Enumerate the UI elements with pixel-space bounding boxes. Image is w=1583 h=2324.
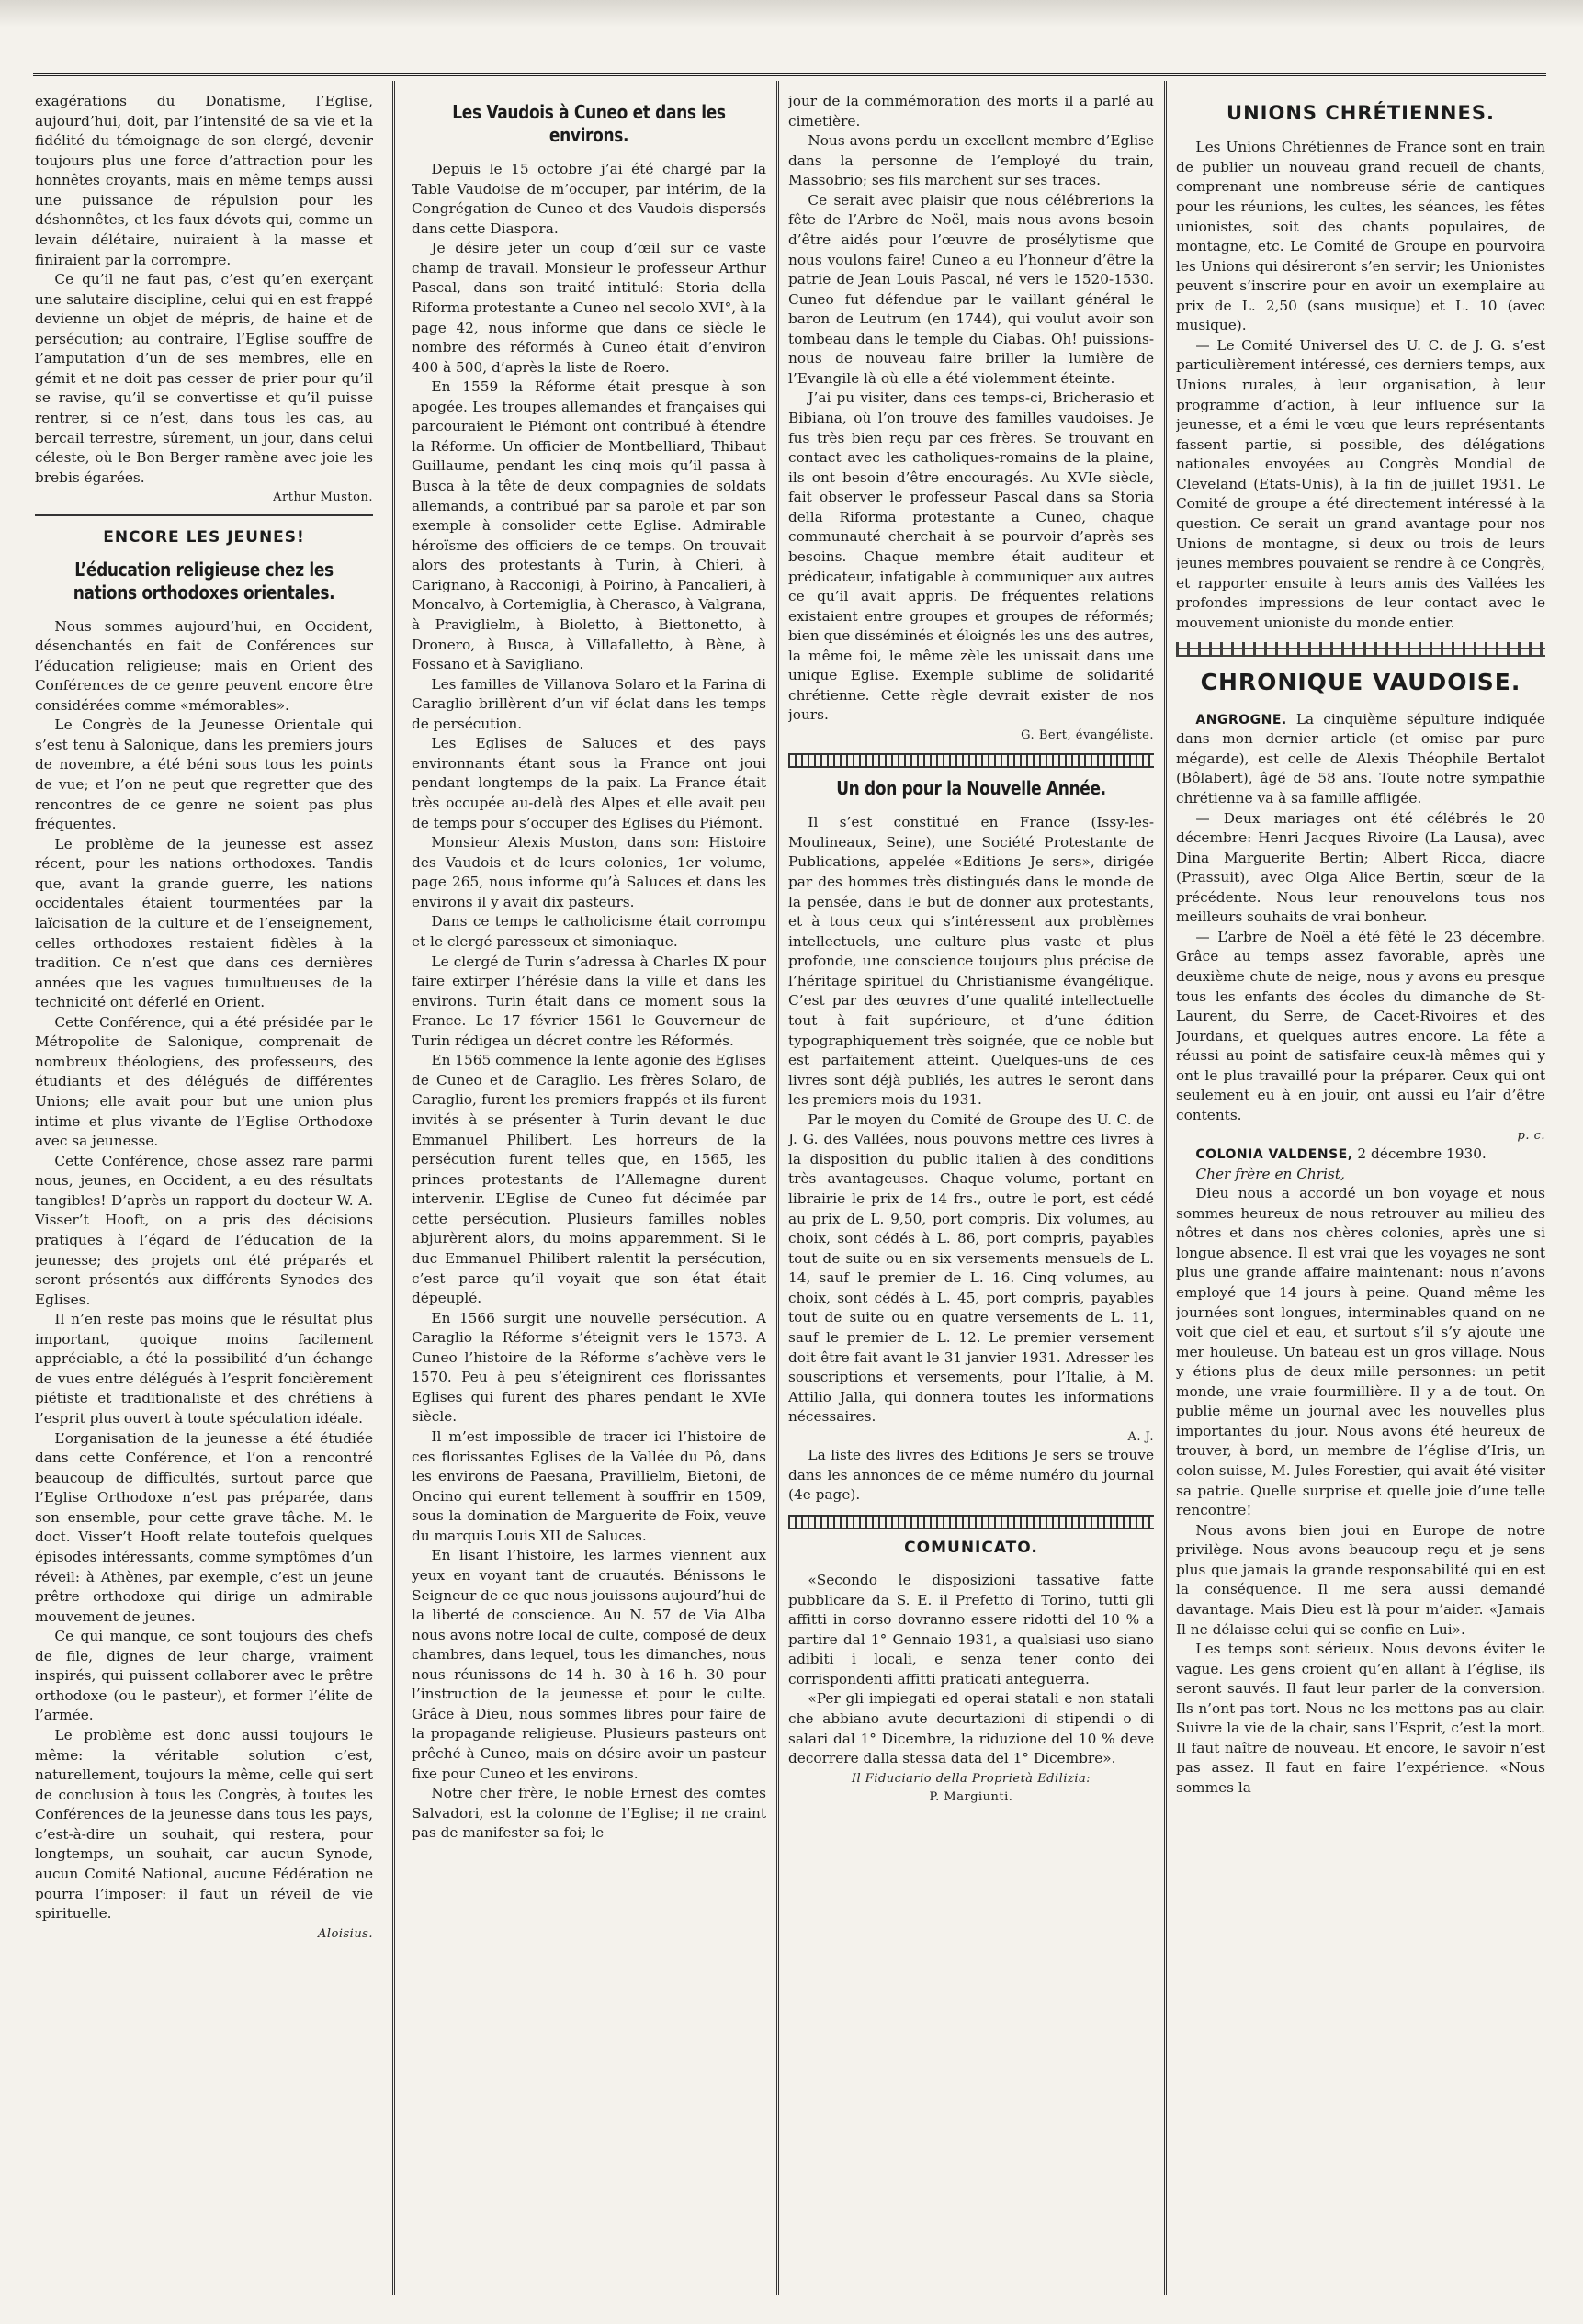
paragraph: «Secondo le disposizioni tassative fatte pubblicare da S. E. il Prefetto di Torino, tutti gli affitti in corso dovranno essere ridotti del 10 % a partire dal 1° Gennaio 1931, a qualsiasi uso siano adibiti i locali, e senza tener conto dei corrispondenti affitti praticati anteguerra.: [788, 1572, 1154, 1687]
paragraph: Par le moyen du Comité de Groupe des U. C. de J. G. des Vallées, nous pouvons mettre ces livres à la disposition du public italien à des conditions très avantageuses. Chaque volume, portant en librairie le prix de 14 frs., outre le port, est cédé au prix de L. 9,50, port compris. Dix volumes, au choix, sont cédés à L. 86, port compris, payables tout de suite ou en six versements mensuels de L. 14, sauf le premier de L. 16. Cinq volumes, au choix, sont cédés à L. 45, port compris, payables tout de suite ou en quatre versements de L. 11, sauf le premier de L. 12. Le premier versement doit être fait avant le 31 janvier 1931. Adresser les souscriptions et versements, pour l’Italie, à M. Attilio Jalla, qui donnera toutes les informations nécessaires.: [788, 1111, 1154, 1426]
paragraph: Le problème est donc aussi toujours le même: la véritable solution c’est, naturellement, toujours la même, celle qui sert de conclusion à tous les Congrès, à toutes les Conférences de la jeunesse dans tous les pays, c’est-à-dire un souhait, qui restera, pour longtemps, un souhait, car aucun Synode, aucun Comité National, aucune Fédération ne pourra l’imposer: il faut un réveil de vie spirituelle.: [35, 1727, 373, 1923]
column-4: [1176, 92, 1545, 2296]
page-top-shade: [0, 0, 1583, 28]
article-title: CHRONIQUE VAUDOISE.: [1200, 669, 1521, 696]
place-heading: ANGROGNE.: [1195, 712, 1287, 728]
signature: G. Bert, évangéliste.: [1021, 728, 1154, 742]
paragraph: Monsieur Alexis Muston, dans son: Histoire des Vaudois et de leurs colonies, 1er volume, page 265, nous informe qu’à Saluces et dans les environs il y avait dix pasteurs.: [412, 834, 766, 910]
paragraph: Nous sommes aujourd’hui, en Occident, désenchantés en fait de Conférences sur l’éducation religieuse; mais en Orient des Conférences de ce genre peuvent encore être considérées comme «mémorables».: [35, 617, 373, 714]
paragraph: — L’arbre de Noël a été fêté le 23 décembre. Grâce au temps assez favorable, après une deuxième chute de neige, nous y avons eu presque tous les enfants des écoles du dimanche de St-Laurent, du Serre, de Cacet-Rivoires et des Jourdans, et quelques autres encore. La fête a réussi au point de satisfaire ceux-là mêmes qui y ont le plus travaillé pour la préparer. Ceux qui ont seulement eu à en jouir, ont aussi eu l’air d’être contents.: [1176, 928, 1545, 1123]
paragraph: exagérations du Donatisme, l’Eglise, aujourd’hui, doit, par l’intensité de sa vie et la fidélité du témoignage de son clergé, devenir toujours plus une force d’attraction pour les honnêtes croyants, mais en même temps aussi une puissance de répulsion pour les déshonnêtes, et les faux dévots qui, comme un levain délétaire, nuiraient à la masse et finiraient par la corrompre.: [35, 93, 373, 268]
paragraph: L’organisation de la jeunesse a été étudiée dans cette Conférence, et l’on a rencontré beaucoup de difficultés, surtout parce que l’Eglise Orthodoxe n’est pas préparée, dans son ensemble, pour cette grave tâche. M. le doct. Visser’t Hooft relate toutefois quelques épisodes intéressants, comme symptômes d’un réveil: à Athènes, par exemple, c’est un jeune prêtre orthodoxe qui dirige un admirable mouvement de jeunes.: [35, 1429, 373, 1625]
column-1: [35, 92, 373, 2296]
paragraph: — Deux mariages ont été célébrés le 20 décembre: Henri Jacques Rivoire (La Lausa), avec Dina Marguerite Bertin; Albert Ricca, diacre (Prassuit), avec Olga Alice Bertin, sœur de la précédente. Nous leur renouvelons tous nos meilleurs souhaits de vrai bonheur.: [1176, 809, 1545, 926]
signature: Il Fiduciario della Proprietà Edilizia:: [851, 1771, 1091, 1786]
paragraph: Cette Conférence, qui a été présidée par le Métropolite de Salonique, comprenait de nombreux théologiens, des professeurs, des étudiants et des délégués de différentes Unions; elle avait pour but une union plus intime et plus vivante de l’Eglise Orthodoxe avec sa jeunesse.: [35, 1013, 373, 1150]
section-divider: [35, 514, 373, 516]
article-title: Un don pour la Nouvelle Année.: [836, 777, 1106, 800]
column-rule-1: [392, 81, 395, 2295]
paragraph: Les familles de Villanova Solaro et la Farina di Caraglio brillèrent d’un vif éclat dans les temps de persécution.: [412, 675, 766, 732]
paragraph: En 1565 commence la lente agonie des Eglises de Cuneo et de Caraglio. Les frères Solaro, de Caraglio, furent les premiers frappés et ils furent invités à se présenter à Turin devant le duc Emmanuel Philibert. Les horreurs de la persécution furent telles que, en 1565, les princes protestants de l’Allemagne durent intervenir. L’Eglise de Cuneo fut décimée par cette persécution. Plusieurs familles nobles abjurèrent alors, du moins apparemment. Si le duc Emmanuel Philibert ralentit la persécution, c’est parce qu’il voyait que son état était dépeuplé.: [412, 1052, 766, 1307]
article-title: Les Vaudois à Cuneo et dans les environs.: [452, 101, 726, 146]
paragraph: Nous avons bien joui en Europe de notre privilège. Nous avons beaucoup reçu et je sens plus que jamais la grande responsabilité qui en est la conséquence. Il me sera aussi demandé davantage. Mais Dieu est là pour m’aider. «Jamais Il ne délaisse celui qui se confie en Lui».: [1176, 1521, 1545, 1638]
paragraph: Les Unions Chrétiennes de France sont en train de publier un nouveau grand recueil de chants, comprenant une nombreuse série de cantiques pour les réunions, les cultes, les séances, les fêtes unionistes, soit des chants populaires, de montagne, etc. Le Comité de Groupe en pourvoira les Unions qui désireront s’en servir; les Unionistes peuvent s’inscrire pour en avoir un exemplaire au prix de L. 2,50 (sans musique) et L. 10 (avec musique).: [1176, 139, 1545, 334]
dateline: 2 décembre 1930.: [1357, 1145, 1487, 1162]
paragraph: Dieu nous a accordé un bon voyage et nous sommes heureux de nous retrouver au milieu des nôtres et dans nos chères colonies, après une si longue absence. Il est vrai que les voyages ne sont plus une grande affaire maintenant: nous n’avons employé que 14 jours à peine. Quand même les journées sont longues, interminables quand on ne voit que ciel et eau, et surtout s’il s’y ajoute une mer houleuse. Un bateau est un gros village. Nous y étions plus de deux mille personnes: un petit monde, une vraie fourmillière. Il y a de tout. On publie même un journal avec les nouvelles plus importantes du jour. Nous avons été heureux de trouver, à bord, un membre de l’église d’Iris, un colon suisse, M. Jules Forestier, qui avait été visiter sa patrie. Quelle surprise et quelle joie d’une telle rencontre!: [1176, 1185, 1545, 1519]
paragraph: La liste des livres des Editions Je sers se trouve dans les annonces de ce même numéro du journal (4e page).: [788, 1447, 1154, 1504]
signature: Arthur Muston.: [273, 491, 373, 505]
signature: p. c.: [1517, 1128, 1545, 1143]
paragraph: Je désire jeter un coup d’œil sur ce vaste champ de travail. Monsieur le professeur Arthur Pascal, dans son traité intitulé: Storia della Riforma protestante a Cuneo nel secolo XVI°, à la page 42, nous informe que dans ce siècle le nombre des réformés à Cuneo était d’environ 400 à 500, d’après la liste de Roero.: [412, 240, 766, 376]
paragraph: En 1559 la Réforme était presque à son apogée. Les troupes allemandes et françaises qui parcouraient le Piémont ont contribué à étendre la Réforme. Un officier de Montbelliard, Thibaut Guillaume, pendant les cinq mois qu’il passa à Busca à la tête de deux compagnies de soldats allemands, a contribué par sa parole et par son exemple à consolider cette Eglise. Admirable héroïsme des officiers de ce temps. On trouvait alors des protestants à Turin, à Chieri, à Carignano, à Racconigi, à Poirino, à Pancalieri, à Moncalvo, à Cortemiglia, à Cherasco, à Valgrana, à Praviglielm, à Bioletto, à Biettonetto, à Dronero, à Busca, à Villafalletto, à Bène, à Fossano et à Savigliano.: [412, 378, 766, 673]
ornament-divider: [788, 1515, 1154, 1529]
article-title: L’éducation religieuse chez les nations orthodoxes orientales.: [73, 558, 335, 604]
paragraph: Le clergé de Turin s’adressa à Charles IX pour faire extirper l’hérésie dans la ville et dans les environs. Turin était dans ce moment sous la France. Le 17 février 1561 le Gouverneur de Turin rédigea un décret contre les Réformés.: [412, 953, 766, 1049]
paragraph: Le Congrès de la Jeunesse Orientale qui s’est tenu à Salonique, dans les premiers jours de novembre, a été béni sous tous les points de vue; et l’on ne peut que regretter que des rencontres de ce genre ne soient pas plus fréquentes.: [35, 716, 373, 833]
paragraph: La cinquième sépulture indiquée dans mon dernier article (et omise par pure mégarde), est celle de Alexis Théophile Bertalot (Bôlabert), âgé de 58 ans. Toute notre sympathie chrétienne va à sa famille affligée.: [1176, 710, 1545, 807]
section-kicker: ENCORE LES JEUNES!: [103, 527, 305, 547]
paragraph: En lisant l’histoire, les larmes viennent aux yeux en voyant tant de cruautés. Bénissons le Seigneur de ce que nous jouissons aujourd’hui de la liberté de conscience. Au N. 57 de Via Alba nous avons notre local de culte, composé de deux chambres, dans lequel, tous les dimanches, nous nous réunissons de 14 h. 30 à 16 h. 30 pour l’instruction de la jeunesse et pour le culte. Grâce à Dieu, nous sommes libres pour faire de la propagande religieuse. Plusieurs pasteurs ont prêché à Cuneo, mais on désire avoir un pasteur fixe pour Cuneo et les environs.: [412, 1547, 766, 1782]
column-3: [788, 92, 1154, 2296]
paragraph: Depuis le 15 octobre j’ai été chargé par la Table Vaudoise de m’occuper, par intérim, de la Congrégation de Cuneo et des Vaudois dispersés dans cette Diaspora.: [412, 161, 766, 237]
place-heading: COLONIA VALDENSE,: [1195, 1146, 1353, 1162]
paragraph: Cette Conférence, chose assez rare parmi nous, jeunes, en Occident, a eu des résultats tangibles! D’après un rapport du docteur W. A. Visser’t Hooft, on a pris des décisions pratiques à l’égard de l’éducation de la jeunesse; des projets ont été préparés et seront présentés aux différents Synodes des Eglises.: [35, 1152, 373, 1308]
signature: P. Margiunti.: [929, 1789, 1013, 1804]
salutation: Cher frère en Christ,: [1195, 1165, 1345, 1182]
signature: Aloisius.: [317, 1926, 373, 1941]
column-rule-3: [1164, 81, 1167, 2295]
paragraph: Le problème de la jeunesse est assez récent, pour les nations orthodoxes. Tandis que, avant la grande guerre, les nations occidentales étaient tourmentées par la laïcisation de la culture et de l’enseignement, celles orthodoxes restaient fidèles à la tradition. Ce n’est que dans ces dernières années que les vagues tumultueuses de la technicité ont déferlé en Orient.: [35, 835, 373, 1011]
ornament-divider: [788, 753, 1154, 768]
paragraph: Il s’est constitué en France (Issy-les-Moulineaux, Seine), une Société Protestante de Publications, appelée «Editions Je sers», dirigée par des hommes très distingués dans le monde de la pensée, dans le but de donner aux protestants, et à tous ceux qui s’intéressent aux problèmes intellectuels, une culture plus vaste et plus profonde, une conscience toujours plus précise de l’héritage spirituel du Christianisme évangélique. C’est par des œuvres d’une qualité intellectuelle tout à fait supérieure, et d’une édition typographiquement très soignée, que ce noble but est parfaitement atteint. Quelques-uns de ces livres sont déjà publiés, les autres le seront dans les premiers mois du 1931.: [788, 814, 1154, 1109]
ornament-divider: [1176, 642, 1545, 657]
column-rule-2: [776, 81, 779, 2295]
paragraph: Il m’est impossible de tracer ici l’histoire de ces florissantes Eglises de la Vallée du Pô, dans les environs de Paesana, Pravillielm, Bietoni, de Oncino qui eurent tellement à souffrir en 1509, sous la domination de Marguerite de Foix, veuve du marquis Louis XII de Saluces.: [412, 1428, 766, 1544]
paragraph: Il n’en reste pas moins que le résultat plus important, quoique moins facilement appréciable, a été la possibilité d’un échange de vues entre délégués à l’esprit foncièrement piétiste et traditionaliste et des chrétiens à l’esprit plus ouvert à toute spéculation idéale.: [35, 1311, 373, 1427]
paragraph: jour de la commémoration des morts il a parlé au cimetière.: [788, 93, 1154, 130]
paragraph: Les Eglises de Saluces et des pays environnants étant sous la France ont joui pendant longtemps de la paix. La France était très occupée au-delà des Alpes et elle avait peu de temps pour s’occuper des Eglises du Piémont.: [412, 735, 766, 831]
paragraph: J’ai pu visiter, dans ces temps-ci, Bricherasio et Bibiana, où l’on trouve des familles vaudoises. Je fus très bien reçu par ces frères. Se trouvant en contact avec les catholiques-romains de la plaine, ils ont besoin d’être encouragés. Au XVIe siècle, fait observer le professeur Pascal dans sa Storia della Riforma protestante a Cuneo, chaque communauté cherchait à se pourvoir d’après ses besoins. Chaque membre était auditeur et prédicateur, infatigable à communiquer aux autres ce qu’il avait appris. De fréquentes relations existaient entre groupes et groupes de réformés; bien que disséminés et éloignés les uns des autres, la même foi, le même zèle les unissait dans une unique Eglise. Exemple sublime de solidarité chrétienne. Cette règle devrait exister de nos jours.: [788, 389, 1154, 724]
paragraph: Notre cher frère, le noble Ernest des comtes Salvadori, est la colonne de l’Eglise; il ne craint pas de manifester sa foi; le: [412, 1785, 766, 1842]
paragraph: — Le Comité Universel des U. C. de J. G. s’est particulièrement intéressé, ces derniers temps, aux Unions rurales, à leur organisation, à leur programme d’action, à leur influence sur la jeunesse, et a émi le vœu que leurs représentants fassent partie, si possible, des délégations nationales envoyées au Congrès Mondial de Cleveland (Etats-Unis), à la fin de juillet 1931. Le Comité de groupe a été directement intéressé à la question. Ce serait un grand avantage pour nos Unions de montagne, si deux ou trois de leurs jeunes membres pouvaient se rendre à ce Congrès, et rapporter ensuite à leurs amis des Vallées les profondes impressions de leur contact avec le mouvement unioniste du monde entier.: [1176, 336, 1545, 631]
paragraph: En 1566 surgit une nouvelle persécution. A Caraglio la Réforme s’éteignit vers le 1573. A Cuneo l’histoire de la Réforme s’achève vers le 1570. Peu à peu s’éteignirent ces florissantes Eglises qui furent des phares pendant le XVIe siècle.: [412, 1309, 766, 1426]
article-title: COMUNICATO.: [904, 1538, 1038, 1557]
article-title: UNIONS CHRÉTIENNES.: [1227, 102, 1495, 124]
paragraph: Dans ce temps le catholicisme était corrompu et le clergé paresseux et simoniaque.: [412, 913, 766, 950]
paragraph: Les temps sont sérieux. Nous devons éviter le vague. Les gens croient qu’en allant à l’église, ils seront sauvés. Il faut leur parler de la conversion. Ils n’ont pas tort. Nous ne les mettons pas au clair. Suivre la vie de la chair, sans l’Esprit, c’est la mort. Il faut naître de nouveau. Et encore, le savoir n’est pas assez. Il faut en faire l’expérience. «Nous sommes la: [1176, 1641, 1545, 1797]
column-2: [412, 92, 766, 2296]
paragraph: Ce qu’il ne faut pas, c’est qu’en exerçant une salutaire discipline, celui qui en est frappé devienne un objet de mépris, de haine et de persécution; au contraire, l’Eglise souffre de l’amputation d’un de ses membres, elle en gémit et ne doit pas cesser de prier pour qu’il se ravise, qu’il se convertisse et qu’il puisse rentrer, si ce n’est, dans tous les cas, au bercail terrestre, sûrement, un jour, dans celui céleste, où le Bon Berger ramène avec joie les brebis égarées.: [35, 271, 373, 486]
paragraph: Ce qui manque, ce sont toujours des chefs de file, dignes de leur charge, vraiment inspirés, qui puissent collaborer avec le prêtre orthodoxe (ou le pasteur), et former l’élite de l’armée.: [35, 1628, 373, 1724]
signature: A. J.: [1127, 1429, 1154, 1444]
paragraph: Ce serait avec plaisir que nous célébrerions la fête de l’Arbre de Noël, mais nous avons besoin d’être aidés pour l’œuvre de prosélytisme que nous voulons faire! Cuneo a eu l’honneur d’être la patrie de Jean Louis Pascal, né vers le 1520-1530. Cuneo fut défendue par le vaillant général le baron de Leutrum (en 1744), qui voulut avoir son tombeau dans le temple du Ciabas. Oh! puissions-nous de nouveau faire briller la lumière de l’Evangile là où elle a été violemment éteinte.: [788, 191, 1154, 387]
paragraph: «Per gli impiegati ed operai statali e non statali che abbiano avute decurtazioni di stipendi o di salari dal 1° Dicembre, la riduzione del 10 % deve decorrere dalla stessa data del 1° Dicembre».: [788, 1690, 1154, 1767]
paragraph: Nous avons perdu un excellent membre d’Eglise dans la personne de l’employé du train, Massobrio; ses fils marchent sur ses traces.: [788, 132, 1154, 189]
header-rule: [33, 73, 1546, 76]
